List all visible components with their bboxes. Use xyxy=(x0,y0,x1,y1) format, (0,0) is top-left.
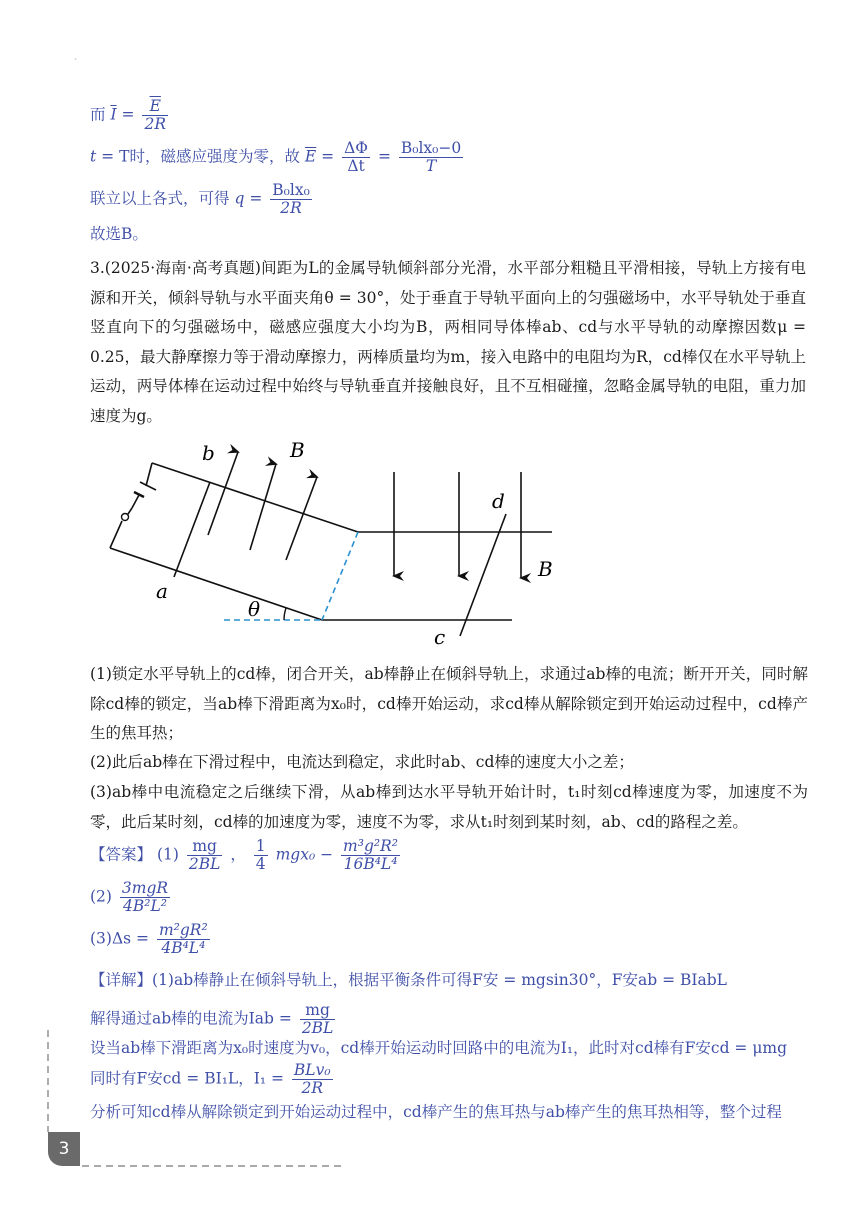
answer-1-pre: (1) xyxy=(156,845,179,864)
prev-l2-h-num: B₀lx₀−0 xyxy=(400,139,462,157)
top-mark: ` xyxy=(74,58,78,67)
answer-1-mid: mgx₀ − xyxy=(275,845,334,864)
detail-4-den: 2R xyxy=(301,1079,324,1097)
detail-2-num: mg xyxy=(300,1002,336,1020)
prev-l2-e: = xyxy=(321,147,335,166)
label-a: a xyxy=(156,579,168,603)
detail-2-pre: 解得通过ab棒的电流为Iab = xyxy=(90,1009,292,1028)
prev-l1-eq: = xyxy=(121,105,135,124)
answer-tag: 【答案】 xyxy=(90,845,153,864)
label-c: c xyxy=(434,625,446,645)
answer-1-f2-den: 4 xyxy=(255,855,266,873)
prev-l2-f-den: Δt xyxy=(347,157,365,175)
prev-l2-f-num: ΔΦ xyxy=(344,139,368,157)
detail-line-3: 设当ab棒下滑距离为x₀时速度为v₀，cd棒开始运动时回路中的电流为I₁，此时对cd棒有F安cd = μmg xyxy=(90,1039,788,1057)
answer-2-num: 3mgR xyxy=(121,879,169,897)
answer-1-f1-num: mg xyxy=(187,838,223,856)
prev-l2-g: = xyxy=(377,147,391,166)
question-text: 3.(2025·海南·高考真题)间距为L的金属导轨倾斜部分光滑，水平部分粗糙且平滑相接，导轨上方接有电源和开关，倾斜导轨与水平面夹角θ = 30°，处于垂直于导轨平面向上的匀强磁场中，水平导轨处于垂直竖直向下的匀强磁场中，磁感应强度大小均为B，两相同导体棒ab、cd与水平导轨的动摩擦因数μ = 0.25，最大静摩擦力等于滑动摩擦力，两棒质量均为m，接入电路中的电阻均为R，cd棒仅在水平导轨上运动，两导体棒在运动过程中始终与导轨垂直并接触良好，且不互相碰撞，忽略金属导轨的电阻，重力加速度为g。 xyxy=(90,259,806,425)
prev-l2-c: T时，磁感应强度为零，故 xyxy=(119,147,300,166)
page-number: 3 xyxy=(48,1132,80,1166)
answer-3-pre: (3)Δs = xyxy=(90,929,150,948)
label-b: b xyxy=(202,441,215,465)
answer-1-f1-den: 2BL xyxy=(188,855,221,873)
detail-line-5: 分析可知cd棒从解除锁定到开始运动过程中，cd棒产生的焦耳热与ab棒产生的焦耳热相等，整个过程 xyxy=(90,1103,782,1121)
answer-3-den: 4B⁴L⁴ xyxy=(161,939,206,957)
prev-l1-num: $\overline{E}$ xyxy=(142,98,168,116)
prev-l1-b: $\overline{I}$ xyxy=(110,105,117,124)
sub-question-2: (2)此后ab棒在下滑过程中，电流达到稳定，求此时ab、cd棒的速度大小之差； xyxy=(90,753,634,771)
prev-l3-den: 2R xyxy=(280,199,302,217)
prev-l2-a: t xyxy=(90,147,97,166)
prev-l2-h-den: T xyxy=(425,157,437,175)
prev-l3-num: B₀lx₀ xyxy=(272,181,310,199)
prev-l1-a: 而 xyxy=(90,105,106,124)
prev-l3-b: q xyxy=(234,189,245,208)
answer-1-sep: ， xyxy=(230,845,246,864)
prev-l2-b: = xyxy=(101,147,115,166)
detail-tag: 【详解】 xyxy=(90,971,153,989)
answer-2-pre: (2) xyxy=(90,887,112,906)
answer-2-den: 4B²L² xyxy=(122,897,167,915)
prev-l2-d: $\overline{E}$ xyxy=(304,147,317,166)
detail-1-text: (1)ab棒静止在倾斜导轨上，根据平衡条件可得F安 = mgsin30°，F安ab = BIabL xyxy=(152,971,727,989)
label-theta: θ xyxy=(248,597,261,621)
sub-question-1: (1)锁定水平导轨上的cd棒，闭合开关，ab棒静止在倾斜导轨上，求通过ab棒的电流；断开开关，同时解除cd棒的锁定，当ab棒下滑距离为x₀时，cd棒开始运动，求cd棒从解除锁定到开始运动过程中，cd棒产生的焦耳热； xyxy=(90,665,808,742)
prev-l3-a: 联立以上各式，可得 xyxy=(90,189,230,208)
answer-3-num: m²gR² xyxy=(158,921,208,939)
prev-l1-den: 2R xyxy=(144,115,166,133)
label-d: d xyxy=(492,489,505,513)
sub-question-3: (3)ab棒中电流稳定之后继续下滑，从ab棒到达水平导轨开始计时，t₁时刻cd棒速度为零，加速度不为零，此后某时刻，cd棒的加速度为零，速度不为零，求从t₁时刻到某时刻，ab、cd的路程之差。 xyxy=(90,783,808,831)
answer-1-f2-num: 1 xyxy=(255,837,266,855)
detail-2-den: 2BL xyxy=(301,1019,334,1037)
detail-4-pre: 同时有F安cd = BI₁L，I₁ = xyxy=(90,1069,284,1088)
label-B-horizontal: B xyxy=(538,557,553,581)
prev-l3-c: = xyxy=(249,189,263,208)
answer-1-f3-den: 16B⁴L⁴ xyxy=(343,855,398,873)
answer-1-f3-num: m³g²R² xyxy=(343,837,398,855)
label-B-incline: B xyxy=(290,440,305,462)
prev-line-4: 故选B。 xyxy=(90,225,148,243)
detail-4-num: BLv₀ xyxy=(293,1061,331,1079)
